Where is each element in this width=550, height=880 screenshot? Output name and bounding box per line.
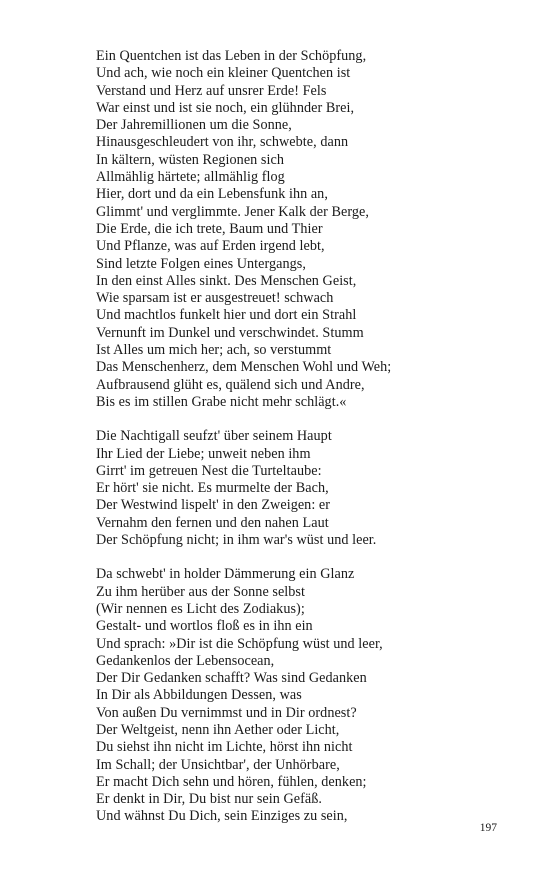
poem-line: Girrt' im getreuen Nest die Turteltaube: bbox=[96, 462, 322, 479]
poem-line: Und Pflanze, was auf Erden irgend lebt, bbox=[96, 238, 325, 255]
poem-line: Und ach, wie noch ein kleiner Quentchen ist bbox=[96, 65, 351, 82]
poem-line: Verstand und Herz auf unsrer Erde! Fels bbox=[96, 82, 327, 99]
stanza bbox=[96, 428, 496, 549]
poem-text bbox=[96, 48, 496, 826]
poem-line: Der Schöpfung nicht; in ihm war's wüst und leer. bbox=[96, 532, 377, 549]
poem-line: Die Nachtigall seufzt' über seinem Haupt bbox=[96, 428, 332, 445]
poem-line: Der Westwind lispelt' in den Zweigen: er bbox=[96, 497, 331, 514]
poem-line: In kältern, wüsten Regionen sich bbox=[96, 151, 284, 168]
poem-line: In Dir als Abbildungen Dessen, was bbox=[96, 687, 302, 704]
poem-line: Ist Alles um mich her; ach, so verstummt bbox=[96, 342, 332, 359]
poem-line: Der Jahremillionen um die Sonne, bbox=[96, 117, 292, 134]
poem-line: Und wähnst Du Dich, sein Einziges zu sein, bbox=[96, 808, 348, 825]
poem-line: In den einst Alles sinkt. Des Menschen Geist, bbox=[96, 272, 357, 289]
poem-line: Im Schall; der Unsichtbar', der Unhörbare, bbox=[96, 756, 340, 773]
poem-line: Zu ihm herüber aus der Sonne selbst bbox=[96, 583, 305, 600]
poem-line: Allmählig härtete; allmählig flog bbox=[96, 169, 285, 186]
poem-line: Und machtlos funkelt hier und dort ein Strahl bbox=[96, 307, 357, 324]
poem-line: Die Erde, die ich trete, Baum und Thier bbox=[96, 220, 323, 237]
poem-line: Da schwebt' in holder Dämmerung ein Glanz bbox=[96, 566, 355, 583]
poem-line: Gedankenlos der Lebensocean, bbox=[96, 652, 275, 669]
poem-line: Ein Quentchen ist das Leben in der Schöpfung, bbox=[96, 48, 367, 64]
poem-line: Hinausgeschleudert von ihr, schwebte, dann bbox=[96, 134, 349, 151]
poem-line: Er denkt in Dir, Du bist nur sein Gefäß. bbox=[96, 791, 323, 808]
poem-line: Aufbrausend glüht es, quälend sich und Andre, bbox=[96, 376, 365, 393]
poem-line: Vernahm den fernen und den nahen Laut bbox=[96, 514, 329, 531]
poem-line: Wie sparsam ist er ausgestreuet! schwach bbox=[96, 290, 334, 307]
poem-line: Der Weltgeist, nenn ihn Aether oder Licht, bbox=[96, 721, 340, 738]
poem-line: Das Menschenherz, dem Menschen Wohl und Weh; bbox=[96, 359, 392, 376]
poem-line: Glimmt' und verglimmte. Jener Kalk der Berge, bbox=[96, 203, 369, 220]
poem-line: Du siehst ihn nicht im Lichte, hörst ihn nicht bbox=[96, 739, 353, 756]
poem-line: Sind letzte Folgen eines Untergangs, bbox=[96, 255, 306, 272]
page-number: 197 bbox=[479, 822, 497, 834]
stanza bbox=[96, 566, 496, 825]
poem-line: Gestalt- und wortlos floß es in ihn ein bbox=[96, 618, 313, 635]
poem-line: Hier, dort und da ein Lebensfunk ihn an, bbox=[96, 186, 328, 203]
poem-line: Bis es im stillen Grabe nicht mehr schlägt.« bbox=[96, 393, 347, 410]
poem-line: Der Dir Gedanken schafft? Was sind Gedanken bbox=[96, 670, 367, 687]
poem-line: Ihr Lied der Liebe; unweit neben ihm bbox=[96, 445, 311, 462]
poem-line: Er hört' sie nicht. Es murmelte der Bach, bbox=[96, 480, 329, 497]
poem-line: War einst und ist sie noch, ein glühnder Brei, bbox=[96, 99, 355, 116]
poem-line: Von außen Du vernimmst und in Dir ordnest? bbox=[96, 704, 357, 721]
poem-line: Er macht Dich sehn und hören, fühlen, denken; bbox=[96, 773, 367, 790]
poem-line: (Wir nennen es Licht des Zodiakus); bbox=[96, 600, 305, 617]
stanza bbox=[96, 48, 496, 411]
poem-line: Vernunft im Dunkel und verschwindet. Stumm bbox=[96, 324, 364, 341]
poem-line: Und sprach: »Dir ist die Schöpfung wüst und leer, bbox=[96, 635, 383, 652]
